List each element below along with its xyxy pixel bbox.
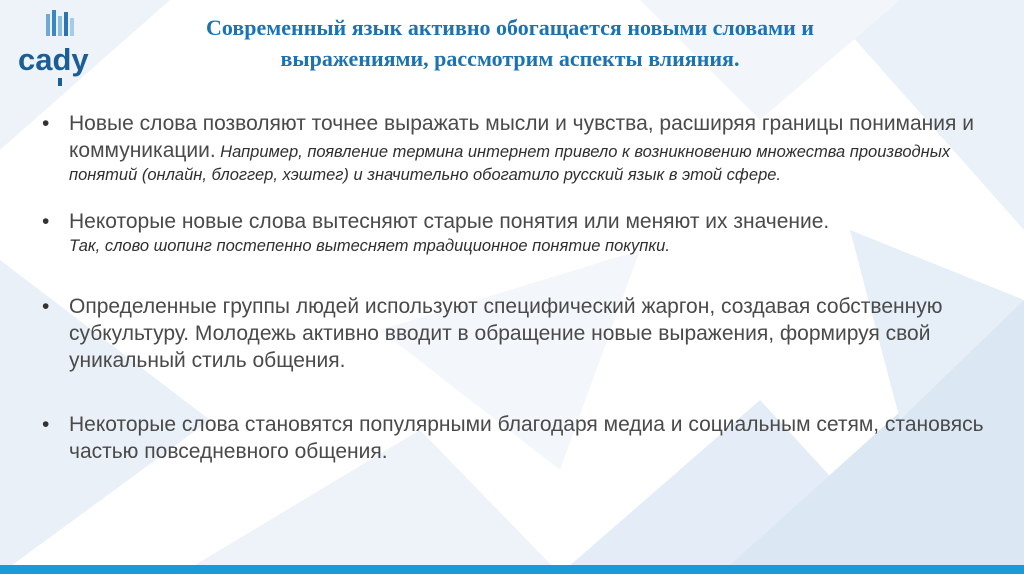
bullet-item [42, 293, 1002, 374]
logo [16, 8, 108, 90]
bullet-example: Так, слово шопинг постепенно вытесняет традиционное понятие покупки. [69, 237, 670, 255]
bullet-example: Например, появление термина интернет привело к возникновению множества производных понятий (онлайн, блоггер, хэштег) и значительно обогатило русский язык в этой сфере. [69, 143, 951, 184]
logo-graphic [16, 8, 108, 90]
bullet-text: Определенные группы людей используют специфический жаргон, создавая собственную субкультуру. Молодежь активно вводит в обращение новые выражения, формируя свой уникальный стиль общения. [69, 295, 943, 372]
bullet-marker: • [42, 295, 50, 318]
bullet-text: Некоторые слова становятся популярными благодаря медиа и социальным сетям, становясь частью повседневного общения. [69, 413, 984, 463]
logo-wordmark: cady [18, 42, 89, 77]
bullet-marker: • [42, 413, 50, 436]
bullet-list [42, 110, 1002, 465]
bullet-marker: • [42, 112, 50, 135]
bullet-item [42, 208, 1002, 257]
bullet-item [42, 110, 1002, 186]
bullet-item [42, 411, 1002, 465]
bullet-text: Новые слова позволяют точнее выражать мысли и чувства, расширяя границы понимания и коммуникации. [69, 112, 974, 162]
slide-title: Современный язык активно обогащается новыми словами и выражениями, рассмотрим аспекты влияния. [206, 15, 814, 71]
bullet-text: Некоторые новые слова вытесняют старые понятия или меняют их значение. [69, 210, 830, 233]
bullet-marker: • [42, 210, 50, 233]
bottom-accent-bar [0, 565, 1024, 574]
